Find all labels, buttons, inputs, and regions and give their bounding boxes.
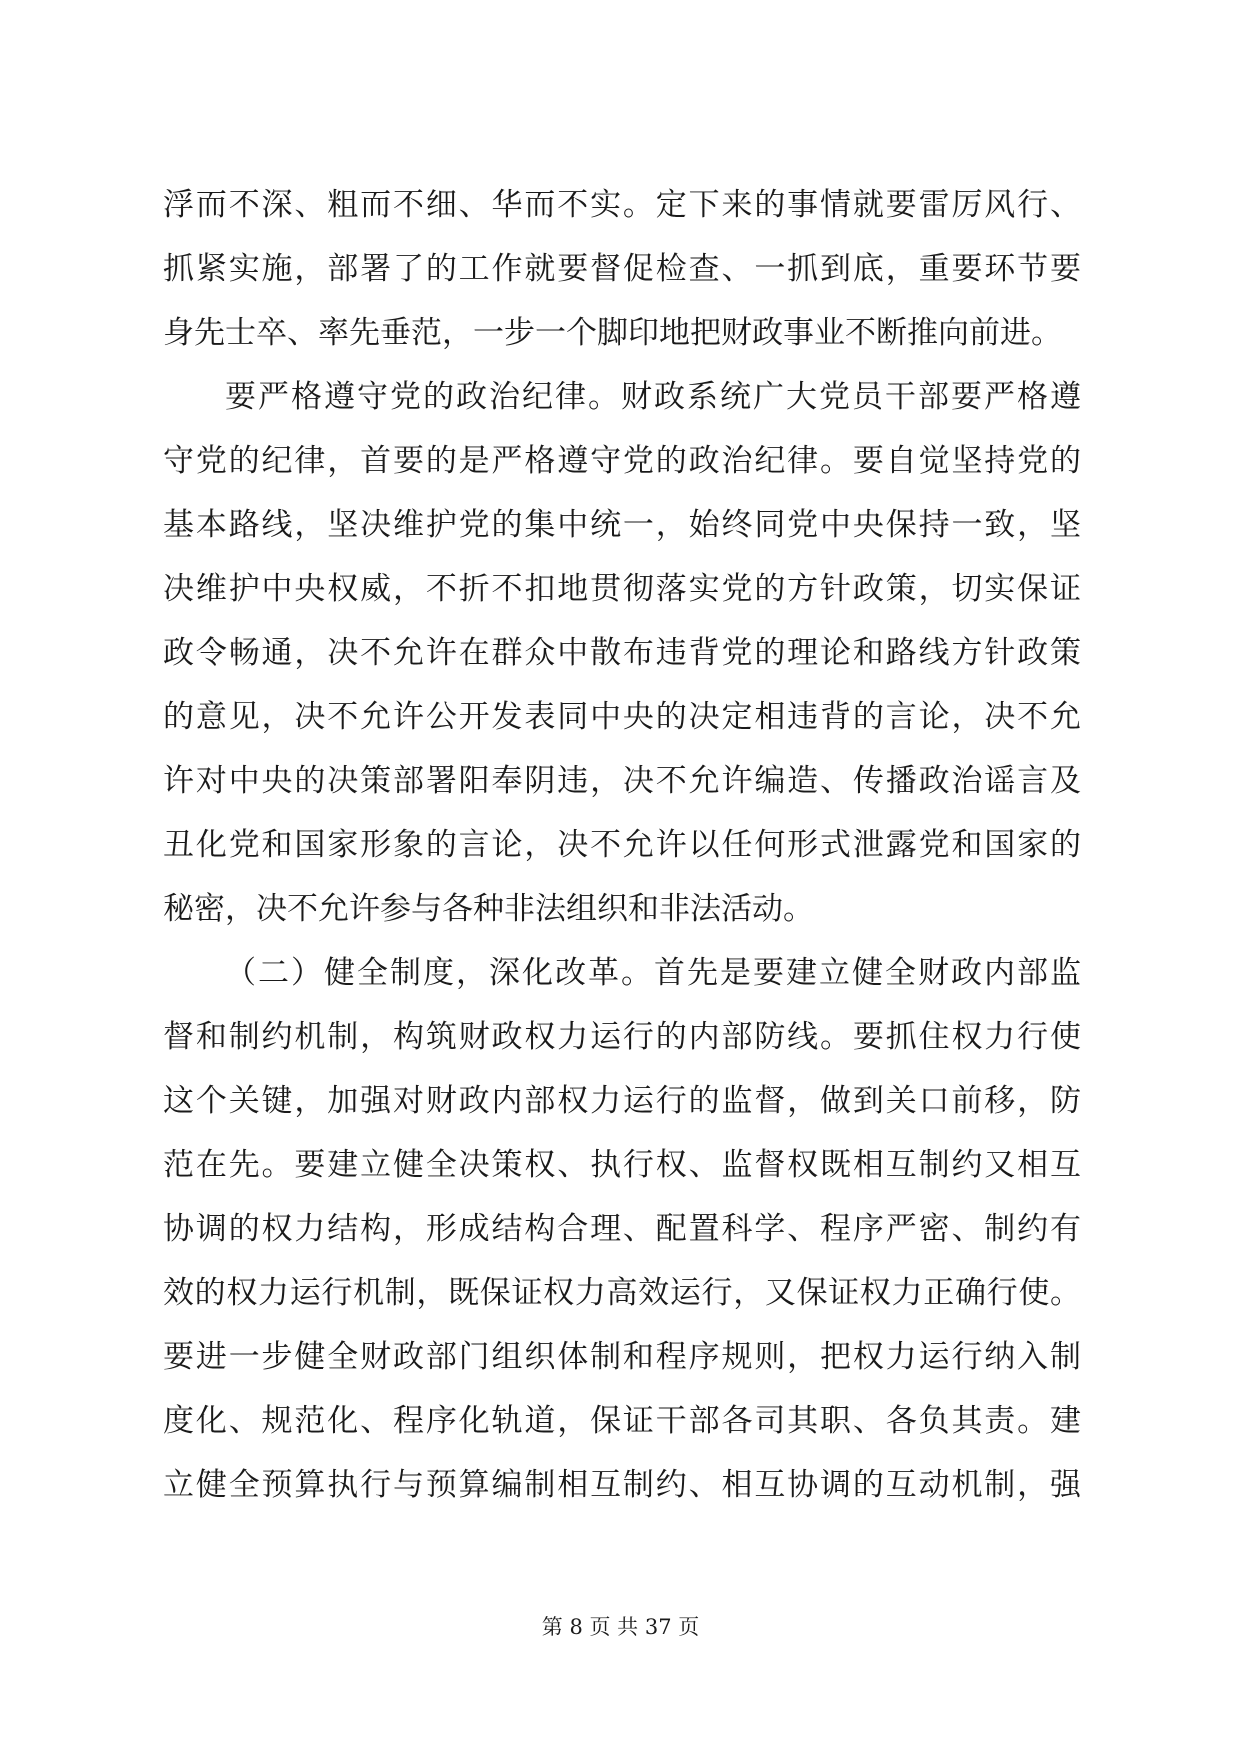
text-line: 立健全预算执行与预算编制相互制约、相互协调的互动机制，强 xyxy=(163,1467,1081,1503)
text-line: 丑化党和国家形象的言论，决不允许以任何形式泄露党和国家的 xyxy=(163,827,1081,863)
text-line: 许对中央的决策部署阳奉阴违，决不允许编造、传播政治谣言及 xyxy=(163,763,1081,799)
text-line: 督和制约机制，构筑财政权力运行的内部防线。要抓住权力行使 xyxy=(163,1019,1081,1055)
text-line: 身先士卒、率先垂范，一步一个脚印地把财政事业不断推向前进。 xyxy=(163,315,1062,351)
text-line: 这个关键，加强对财政内部权力运行的监督，做到关口前移，防 xyxy=(163,1083,1081,1119)
body-text xyxy=(163,173,1081,1517)
text-line: 要进一步健全财政部门组织体制和程序规则，把权力运行纳入制 xyxy=(163,1339,1081,1375)
text-line: 度化、规范化、程序化轨道，保证干部各司其职、各负其责。建 xyxy=(163,1403,1081,1439)
text-line: 浮而不深、粗而不细、华而不实。定下来的事情就要雷厉风行、 xyxy=(163,187,1081,223)
text-line: 的意见，决不允许公开发表同中央的决定相违背的言论，决不允 xyxy=(163,699,1081,735)
text-line: 协调的权力结构，形成结构合理、配置科学、程序严密、制约有 xyxy=(163,1211,1081,1247)
text-line: 要严格遵守党的政治纪律。财政系统广大党员干部要严格遵 xyxy=(225,379,1081,415)
text-line: 守党的纪律，首要的是严格遵守党的政治纪律。要自觉坚持党的 xyxy=(163,443,1081,479)
text-line: 基本路线，坚决维护党的集中统一，始终同党中央保持一致，坚 xyxy=(163,507,1081,543)
page-footer: 第 8 页 共 37 页 xyxy=(541,1615,700,1639)
text-line: 决维护中央权威，不折不扣地贯彻落实党的方针政策，切实保证 xyxy=(163,571,1081,607)
text-line: 范在先。要建立健全决策权、执行权、监督权既相互制约又相互 xyxy=(163,1147,1081,1183)
text-line: 政令畅通，决不允许在群众中散布违背党的理论和路线方针政策 xyxy=(163,635,1081,671)
text-line: 秘密，决不允许参与各种非法组织和非法活动。 xyxy=(163,891,814,927)
text-line: 抓紧实施，部署了的工作就要督促检查、一抓到底，重要环节要 xyxy=(163,251,1081,287)
text-line: （二）健全制度，深化改革。首先是要建立健全财政内部监 xyxy=(225,955,1081,991)
text-line: 效的权力运行机制，既保证权力高效运行，又保证权力正确行使。 xyxy=(163,1275,1081,1311)
